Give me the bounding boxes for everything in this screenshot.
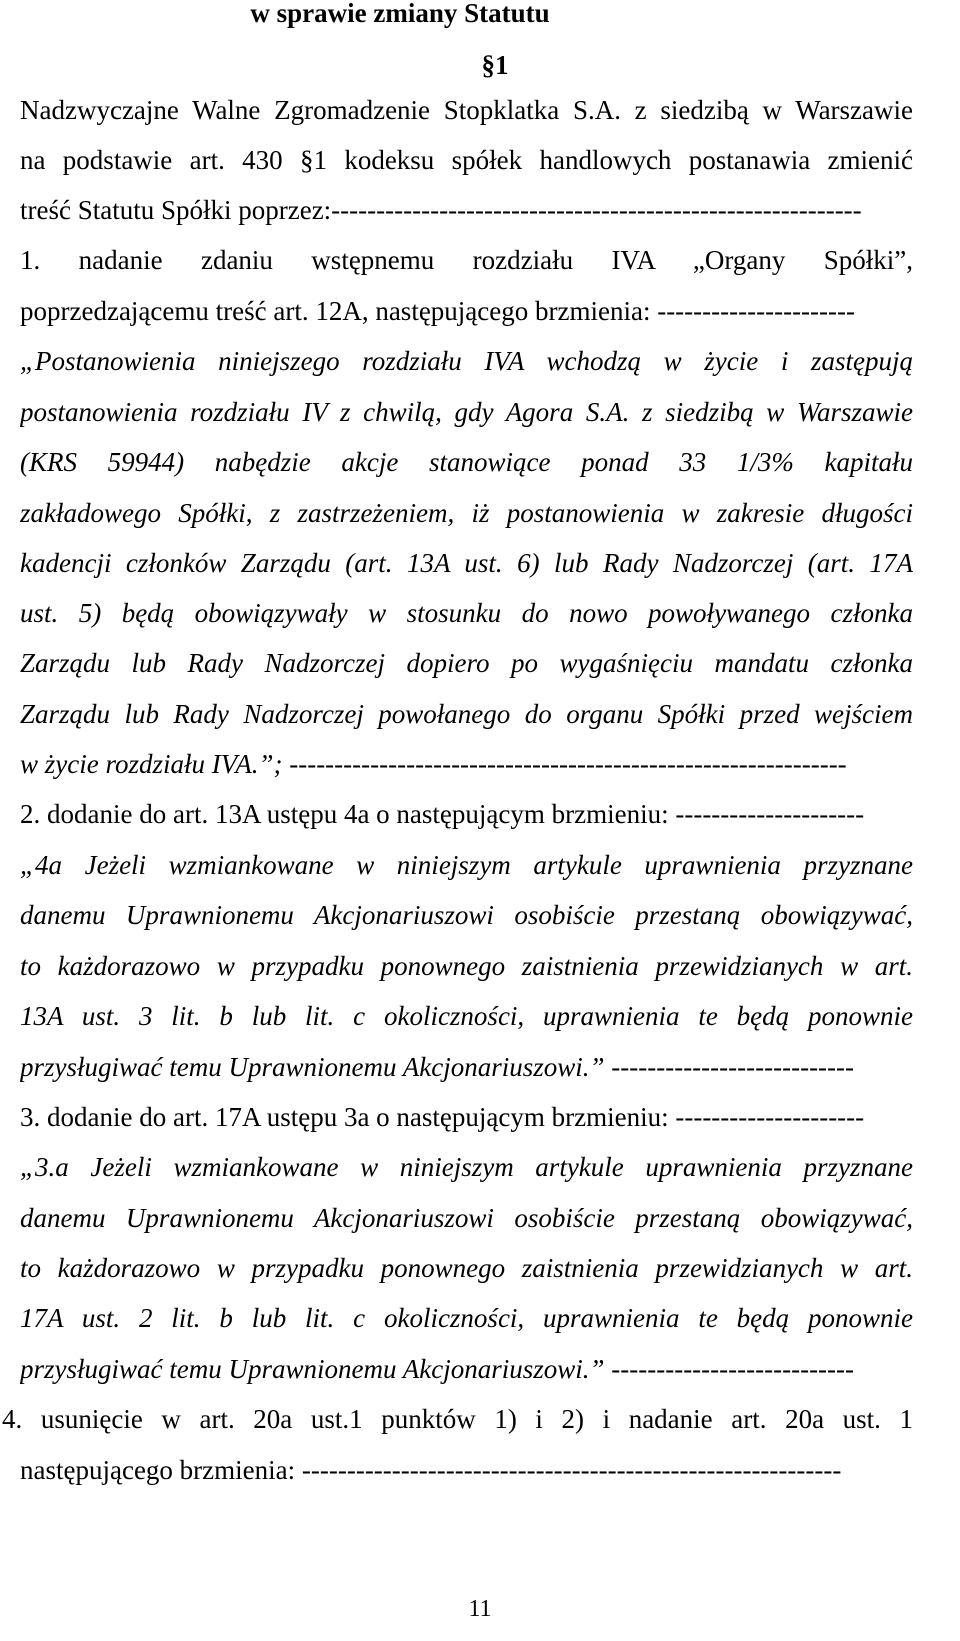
- item-3-quote-line: „3.a Jeżeli wzmiankowane w niniejszym artykule uprawnienia przyznane: [20, 1152, 913, 1182]
- intro-line: Nadzwyczajne Walne Zgromadzenie Stopklatka S.A. z siedzibą w Warszawie: [20, 95, 913, 125]
- intro-line: na podstawie art. 430 §1 kodeksu spółek handlowych postanawia zmienić: [20, 145, 913, 175]
- item-4-line: 4. usunięcie w art. 20a ust.1 punktów 1) i 2) i nadanie art. 20a ust. 1: [2, 1404, 913, 1434]
- item-3-quote-line: danemu Uprawnionemu Akcjonariuszowi osobiście przestaną obowiązywać,: [20, 1203, 913, 1233]
- item-3-line: 3. dodanie do art. 17A ustępu 3a o następującym brzmieniu: ---------------------: [20, 1102, 865, 1132]
- item-1-line: poprzedzającemu treść art. 12A, następującego brzmienia: ----------------------: [20, 296, 856, 326]
- item-1-quote-line: Zarządu lub Rady Nadzorczej dopiero po wygaśnięciu mandatu członka: [20, 648, 913, 678]
- section-heading: §1: [481, 50, 509, 80]
- item-3-quote-line: przysługiwać temu Uprawnionemu Akcjonariuszowi.” ---------------------------: [20, 1354, 855, 1384]
- item-2-quote-line: przysługiwać temu Uprawnionemu Akcjonariuszowi.” ---------------------------: [20, 1052, 855, 1082]
- item-2-quote-line: danemu Uprawnionemu Akcjonariuszowi osobiście przestaną obowiązywać,: [20, 900, 913, 930]
- item-1-quote-line: postanowienia rozdziału IV z chwilą, gdy Agora S.A. z siedzibą w Warszawie: [20, 397, 913, 427]
- item-1-quote-line: „Postanowienia niniejszego rozdziału IVA wchodzą w życie i zastępują: [20, 346, 913, 376]
- intro-line: treść Statutu Spółki poprzez:-----------------------------------------------------------: [20, 195, 862, 225]
- item-3-quote-line: to każdorazowo w przypadku ponownego zaistnienia przewidzianych w art.: [20, 1253, 913, 1283]
- page-number: 11: [468, 1596, 492, 1622]
- item-2-quote-line: to każdorazowo w przypadku ponownego zaistnienia przewidzianych w art.: [20, 951, 913, 981]
- item-3-quote-line: 17A ust. 2 lit. b lub lit. c okoliczności, uprawnienia te będą ponownie: [20, 1303, 913, 1333]
- item-1-quote-line: ust. 5) będą obowiązywały w stosunku do nowo powoływanego członka: [20, 598, 913, 628]
- item-1-quote-line: kadencji członków Zarządu (art. 13A ust. 6) lub Rady Nadzorczej (art. 17A: [20, 548, 913, 578]
- item-2-line: 2. dodanie do art. 13A ustępu 4a o następującym brzmieniu: ---------------------: [20, 799, 865, 829]
- item-1-quote-line: w życie rozdziału IVA.”; --------------------------------------------------------------: [20, 749, 847, 779]
- item-1-line: 1. nadanie zdaniu wstępnemu rozdziału IVA „Organy Spółki”,: [20, 245, 913, 275]
- item-2-quote-line: 13A ust. 3 lit. b lub lit. c okoliczności, uprawnienia te będą ponownie: [20, 1001, 913, 1031]
- item-4-line: następującego brzmienia: ------------------------------------------------------------: [20, 1455, 842, 1485]
- item-1-quote-line: (KRS 59944) nabędzie akcje stanowiące ponad 33 1/3% kapitału: [20, 447, 913, 477]
- resolution-title: w sprawie zmiany Statutu: [250, 0, 550, 28]
- item-1-quote-line: Zarządu lub Rady Nadzorczej powołanego do organu Spółki przed wejściem: [20, 699, 913, 729]
- item-2-quote-line: „4a Jeżeli wzmiankowane w niniejszym artykule uprawnienia przyznane: [20, 850, 913, 880]
- item-1-quote-line: zakładowego Spółki, z zastrzeżeniem, iż postanowienia w zakresie długości: [20, 498, 913, 528]
